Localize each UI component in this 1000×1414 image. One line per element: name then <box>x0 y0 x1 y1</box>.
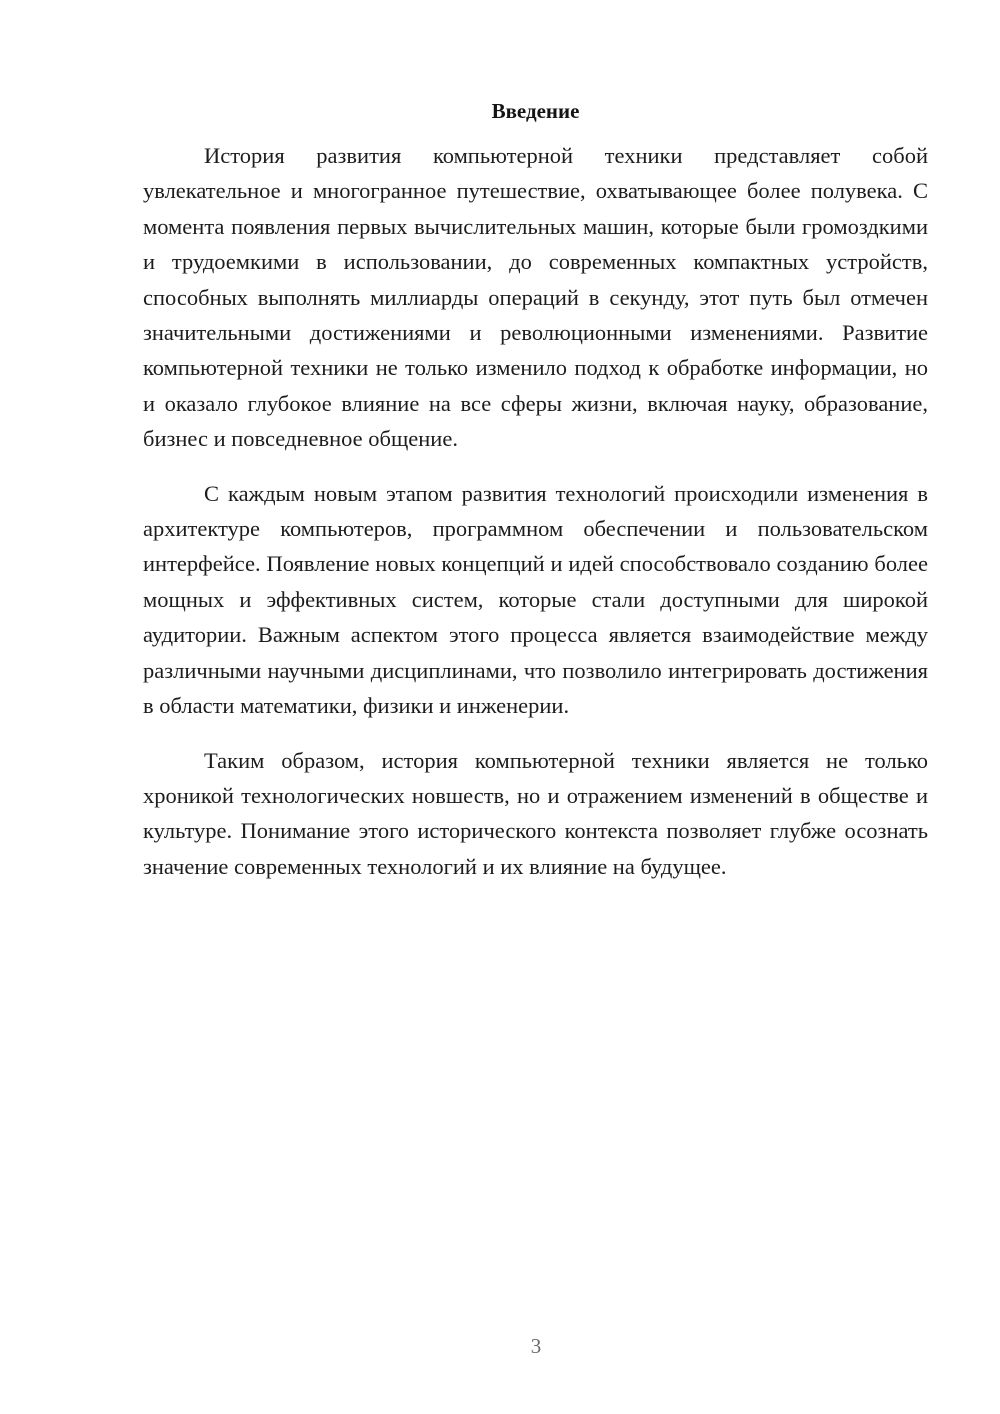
paragraph-3: Таким образом, история компьютерной техники является не только хроникой технологических новшеств, но и отражением изменений в обществе и культуре. Понимание этого исторического контекста позволяет глубже осознать значение современных технологий и их влияние на будущее. <box>143 747 928 879</box>
section-heading: Введение <box>491 99 580 123</box>
paragraph-1: История развития компьютерной техники представляет собой увлекательное и многогранное путешествие, охватывающее более полувека. С момента появления первых вычислительных машин, которые были громоздкими и трудоемкими в использовании, до современных компактных устройств, способных выполнять миллиарды операций в секунду, этот путь был отмечен значительными достижениями и революционными изменениями. Развитие компьютерной техники не только изменило подход к обработке информации, но и оказало глубокое влияние на все сферы жизни, включая науку, образование, бизнес и повседневное общение. <box>143 143 928 452</box>
paragraph-2: С каждым новым этапом развития технологий происходили изменения в архитектуре компьютеров, программном обеспечении и пользовательском интерфейсе. Появление новых концепций и идей способствовало созданию более мощных и эффективных систем, которые стали доступными для широкой аудитории. Важным аспектом этого процесса является взаимодействие между различными научными дисциплинами, что позволило интегрировать достижения в области математики, физики и инженерии. <box>143 480 928 719</box>
page-content <box>143 96 928 903</box>
page-number: 3 <box>530 1334 542 1358</box>
